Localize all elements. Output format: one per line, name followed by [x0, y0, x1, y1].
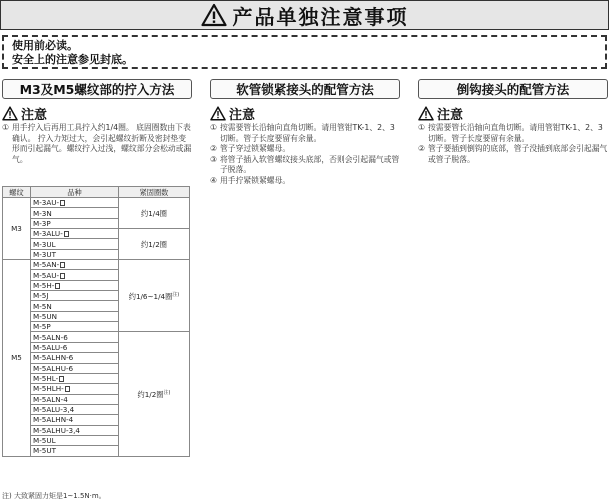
item-text: 用手拧紧锁紧螺母。: [220, 175, 291, 185]
model-label: M-3UT: [33, 249, 57, 259]
model-cell: [31, 301, 119, 311]
model-label: M-5AU-: [33, 270, 60, 280]
table-header-row: [3, 187, 190, 198]
turns-label: 约1/2圈: [141, 239, 167, 249]
model-label: M-5J: [33, 291, 49, 301]
item-text: 将管子插入软管螺纹接头底部，否则会引起漏气或管子脱落。: [220, 154, 400, 175]
model-label: M-3AU-: [33, 198, 60, 208]
turns-cell: [119, 229, 190, 260]
model-label: M-5UT: [33, 446, 57, 456]
model-label: M-5ALHN-6: [33, 353, 74, 363]
instruction-item: [2, 123, 192, 165]
table-body: [3, 198, 190, 457]
footnote: 注) 大致紧固力矩是1~1.5N·m。: [2, 492, 106, 500]
note-marker: 注): [163, 390, 171, 397]
model-label: M-5N: [33, 301, 52, 311]
placeholder-box-icon: [65, 386, 70, 392]
warning-icon: [2, 106, 18, 121]
thread-cell: M3: [3, 198, 31, 260]
model-cell: [31, 270, 119, 280]
model-label: M-5ALU-3,4: [33, 405, 75, 415]
model-label: M-3N: [33, 208, 52, 218]
model-cell: [31, 311, 119, 321]
table-row: [3, 260, 190, 270]
model-cell: [31, 280, 119, 290]
table-row: [3, 229, 190, 239]
warning-icon: [210, 106, 226, 121]
section-hose-lock-fitting: [210, 79, 400, 187]
item-text: 按需要管长沿轴向直角切断。请用管钳TK-1、2、3切断。管子长度要留有余量。: [220, 123, 395, 143]
turns-label: 约1/4圈: [141, 208, 167, 218]
instruction-item: [210, 144, 400, 155]
model-cell: [31, 373, 119, 383]
instruction-list: [210, 123, 400, 187]
turns-cell: [119, 332, 190, 456]
model-label: M-5P: [33, 322, 51, 332]
model-cell: [31, 425, 119, 435]
item-text: 管子要插到倒钩的底部，管子没插到底部会引起漏气或管子脱落。: [428, 144, 608, 164]
instruction-item: [418, 123, 608, 144]
model-label: M-3P: [33, 218, 51, 228]
caution-heading: [2, 105, 192, 121]
item-number: ①: [418, 123, 425, 132]
model-cell: [31, 415, 119, 425]
model-cell: [31, 291, 119, 301]
warning-icon: [201, 3, 227, 27]
title-bar: [0, 0, 609, 30]
item-number: ③: [210, 154, 217, 164]
model-cell: [31, 239, 119, 249]
model-cell: [31, 384, 119, 394]
model-label: M-5ALN-6: [33, 332, 68, 342]
instruction-item: [418, 144, 608, 165]
turns-label: 约1/2圈: [137, 390, 164, 400]
instruction-list: [418, 123, 608, 165]
model-label: M-5ALHU-6: [33, 363, 74, 373]
placeholder-box-icon: [60, 262, 65, 268]
item-text: 用手拧入后再用工具拧入约1/4圈。 底固圈数由下表确认。 拧入力矩过大，会引起螺纹折断及密封垫变形而引起漏气。螺纹拧入过浅，螺纹部分会松动或漏气。: [12, 123, 192, 164]
model-cell: [31, 218, 119, 228]
model-label: M-5HL-: [33, 374, 59, 384]
placeholder-box-icon: [64, 231, 69, 237]
caution-label: 注意: [21, 107, 48, 123]
model-cell: [31, 446, 119, 456]
turns-label: 约1/6~1/4圈: [128, 291, 173, 301]
warning-icon: [418, 106, 434, 121]
notice-line-1: 使用前必读。: [12, 39, 78, 52]
model-label: M-5ALHN-4: [33, 415, 74, 425]
model-label: M-5AN-: [33, 260, 60, 270]
notice-line-2: 安全上的注意参见封底。: [12, 53, 133, 66]
header-turns: 紧固圈数: [119, 187, 190, 198]
model-cell: [31, 404, 119, 414]
thread-cell: M5: [3, 260, 31, 457]
instruction-item: [210, 123, 400, 144]
instruction-item: [210, 155, 400, 176]
model-cell: [31, 208, 119, 218]
item-number: ①: [210, 123, 217, 132]
placeholder-box-icon: [59, 376, 64, 382]
model-cell: [31, 249, 119, 259]
model-cell: [31, 332, 119, 342]
tightening-table: [2, 186, 190, 457]
placeholder-box-icon: [60, 200, 65, 206]
section-barb-fitting: [418, 79, 608, 165]
model-cell: [31, 394, 119, 404]
instruction-list: [2, 123, 192, 165]
model-label: M-5ALN-4: [33, 394, 68, 404]
model-label: M-5UL: [33, 436, 56, 446]
model-label: M-5ALU-6: [33, 342, 68, 352]
table-row: [3, 198, 190, 208]
item-text: 管子穿过锁紧螺母。: [220, 144, 291, 154]
placeholder-box-icon: [60, 273, 65, 279]
model-label: M-3UL: [33, 239, 56, 249]
section-title: M3及M5螺纹部的拧入方法: [2, 79, 192, 99]
model-cell: [31, 322, 119, 332]
page-title: 产品单独注意事项: [232, 4, 409, 29]
notice-box: [2, 35, 607, 69]
item-number: ①: [2, 123, 9, 132]
table-row: [3, 332, 190, 342]
model-cell: [31, 198, 119, 208]
caution-label: 注意: [229, 107, 256, 123]
model-cell: [31, 363, 119, 373]
caution-label: 注意: [437, 107, 464, 123]
item-number: ②: [418, 144, 425, 154]
turns-cell: [119, 198, 190, 229]
turns-cell: [119, 260, 190, 332]
header-model: 品种: [31, 187, 119, 198]
placeholder-box-icon: [55, 283, 60, 289]
model-cell: [31, 260, 119, 270]
item-number: ④: [210, 175, 217, 185]
section-thread-install: [2, 79, 192, 165]
section-title: 软管锁紧接头的配管方法: [210, 79, 400, 99]
section-title: 倒钩接头的配管方法: [418, 79, 608, 99]
note-marker: 注): [172, 291, 180, 298]
item-number: ②: [210, 144, 217, 154]
caution-heading: [210, 105, 400, 121]
model-label: M-3ALU-: [33, 229, 63, 239]
caution-heading: [418, 105, 608, 121]
model-cell: [31, 353, 119, 363]
model-cell: [31, 342, 119, 352]
model-label: M-5HLH-: [33, 384, 64, 394]
header-thread: 螺纹: [3, 187, 31, 198]
model-label: M-5UN: [33, 311, 58, 321]
item-text: 按需要管长沿轴向直角切断。请用管钳TK-1、2、3切断。管子长度要留有余量。: [428, 123, 603, 143]
model-label: M-5H-: [33, 280, 55, 290]
model-cell: [31, 229, 119, 239]
model-label: M-5ALHU-3,4: [33, 425, 80, 435]
model-cell: [31, 435, 119, 445]
instruction-item: [210, 176, 400, 187]
